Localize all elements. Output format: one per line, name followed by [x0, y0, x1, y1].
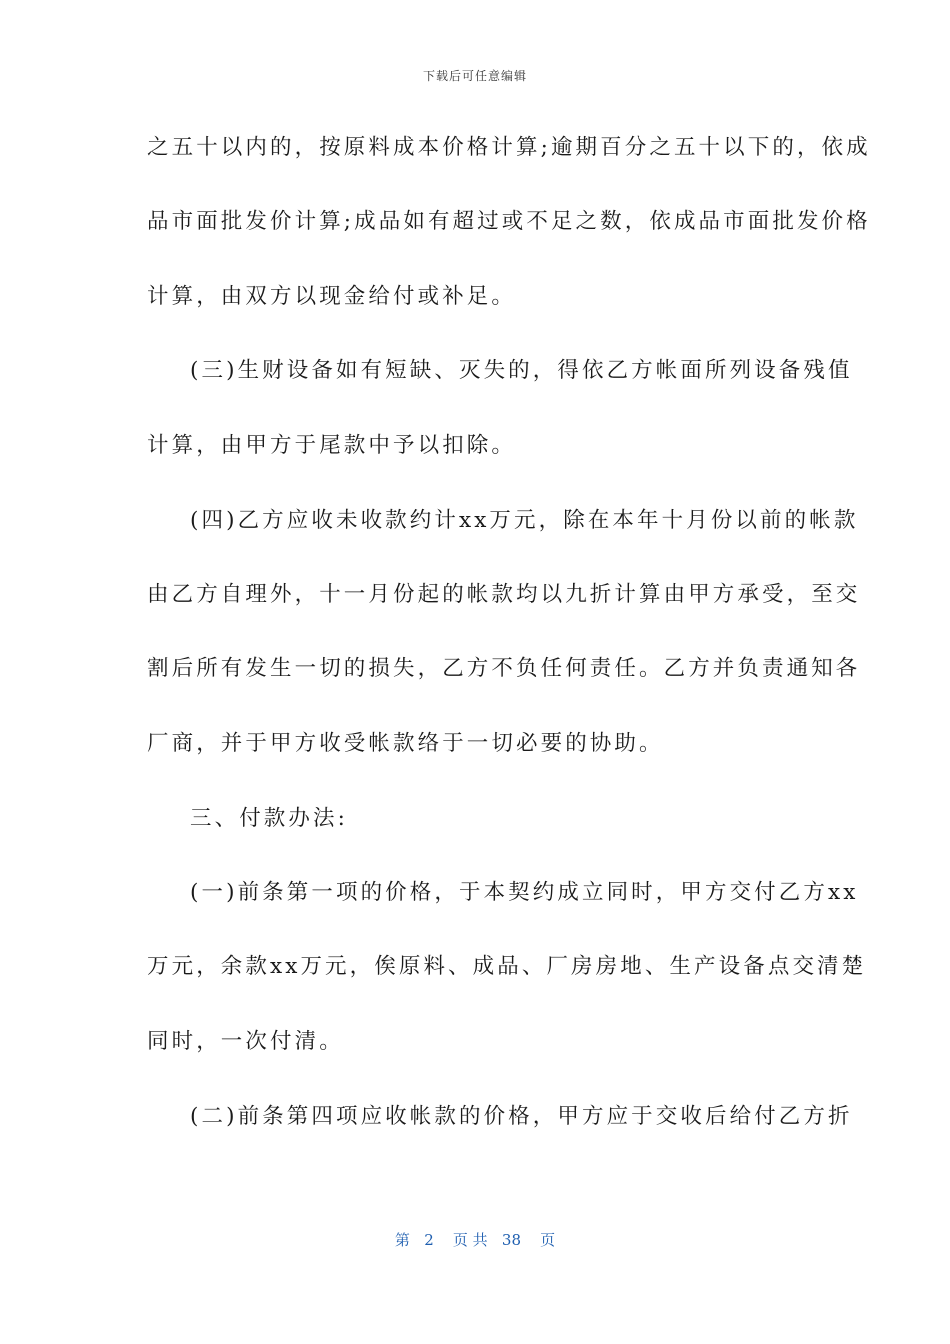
- footer-page-label: 第: [394, 1231, 410, 1249]
- paragraph-line: (二)前条第四项应收帐款的价格，甲方应于交收后给付乙方折: [190, 1104, 853, 1129]
- paragraph-line: 计算，由双方以现金给付或补足。: [147, 284, 517, 309]
- footer-total-label: 页 共: [452, 1231, 488, 1249]
- paragraph-line: 厂商，并于甲方收受帐款络于一切必要的协助。: [147, 731, 664, 756]
- paragraph-line: 割后所有发生一切的损失，乙方不负任何责任。乙方并负责通知各: [147, 656, 861, 681]
- paragraph-line: (一)前条第一项的价格，于本契约成立同时，甲方交付乙方xx: [190, 880, 859, 905]
- footer-suffix: 页: [540, 1231, 556, 1249]
- paragraph-line: 万元，余款xx万元，俟原料、成品、厂房房地、生产设备点交清楚: [147, 954, 867, 979]
- section-heading: 三、付款办法:: [190, 806, 348, 831]
- page-footer: [0, 1229, 950, 1250]
- footer-page-number: 2: [424, 1231, 434, 1249]
- footer-total-pages: 38: [501, 1231, 522, 1249]
- paragraph-line: (三)生财设备如有短缺、灭失的，得依乙方帐面所列设备残值: [190, 358, 853, 383]
- paragraph-line: 同时，一次付清。: [147, 1029, 344, 1054]
- paragraph-line: (四)乙方应收未收款约计xx万元，除在本年十月份以前的帐款: [190, 508, 859, 533]
- paragraph-line: 由乙方自理外，十一月份起的帐款均以九折计算由甲方承受，至交: [147, 582, 861, 607]
- paragraph-line: 之五十以内的，按原料成本价格计算;逾期百分之五十以下的，依成: [147, 135, 871, 160]
- paragraph-line: 品市面批发价计算;成品如有超过或不足之数，依成品市面批发价格: [147, 209, 871, 234]
- paragraph-line: 计算，由甲方于尾款中予以扣除。: [147, 433, 517, 458]
- page-header: 下载后可任意编辑: [422, 69, 527, 83]
